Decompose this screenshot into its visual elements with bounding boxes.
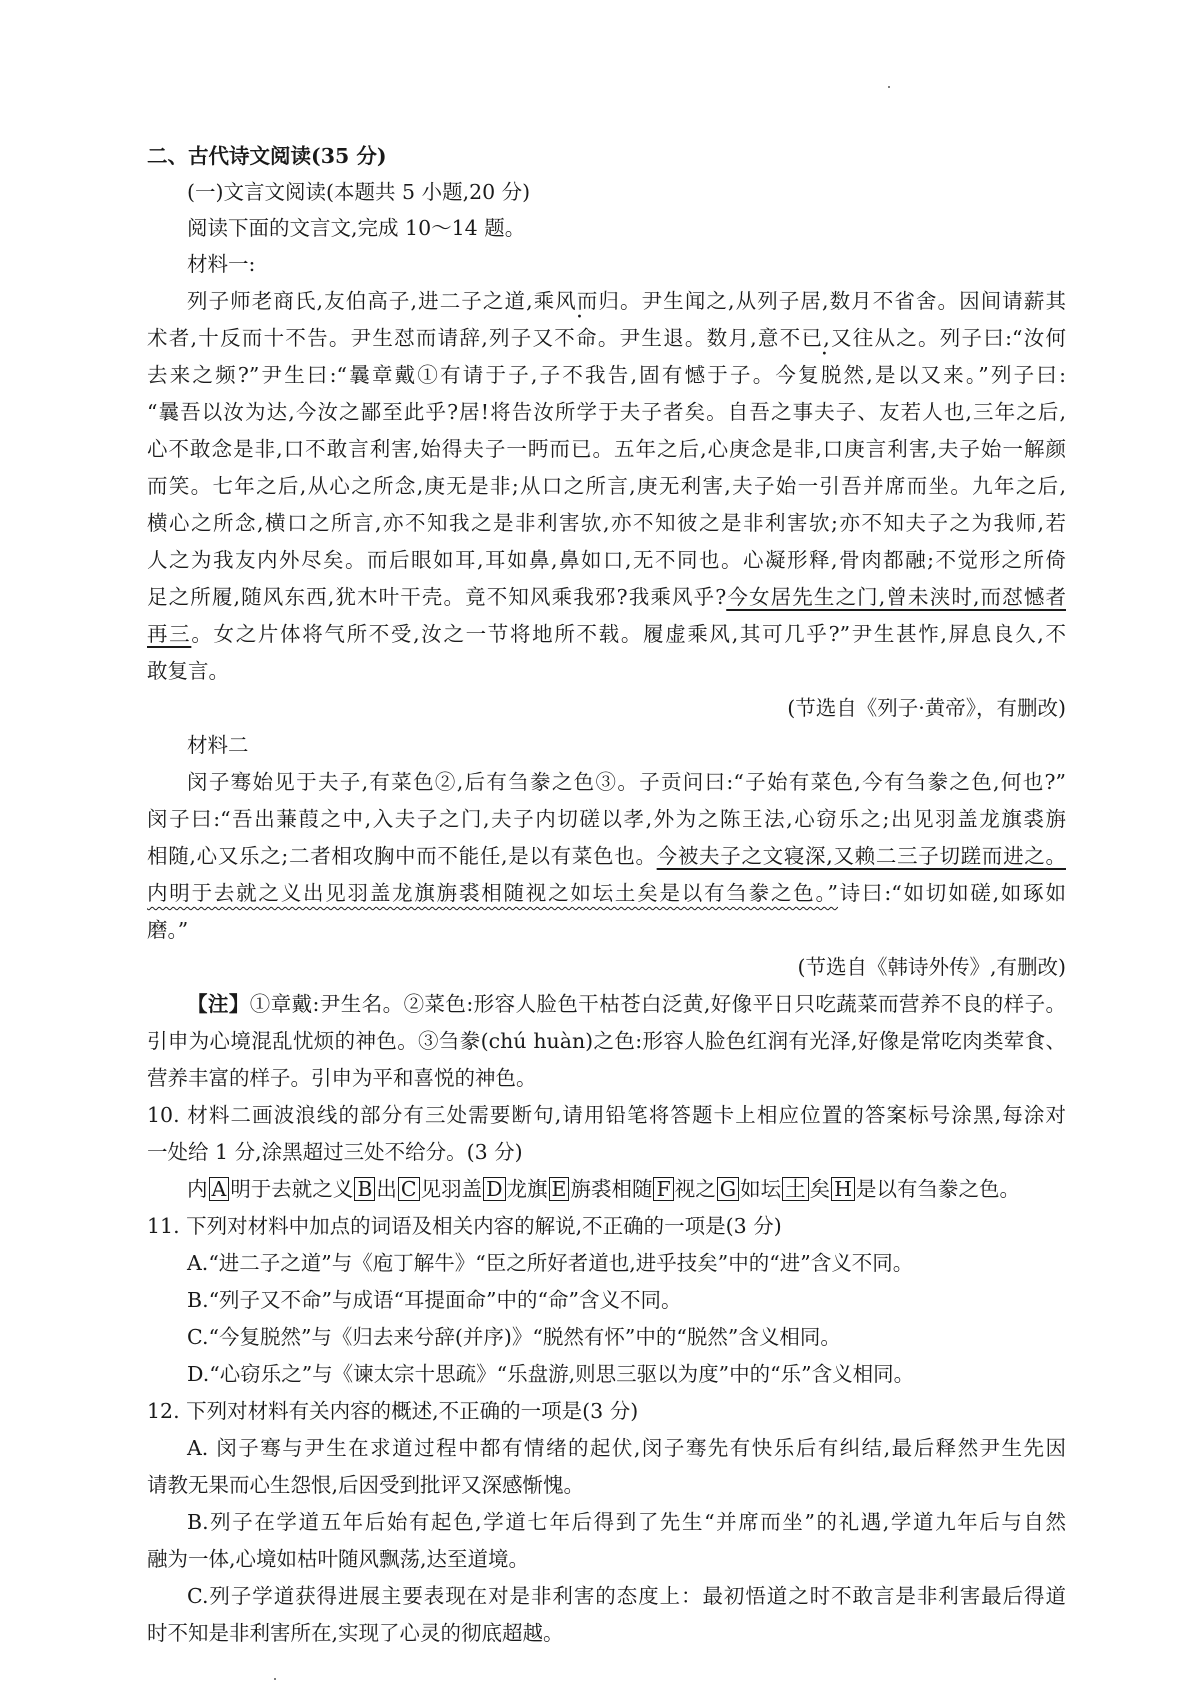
note-line: 【注】①章戴:尹生名。②菜色:形容人脸色干枯苍白泛黄,好像平日只吃蔬菜而营养不良的样子。 bbox=[187, 992, 1067, 1016]
material1-line: 再三。女之片体将气所不受,汝之一节将地所不载。履虚乘风,其可几乎?”尹生甚怍,屏息良久,不 bbox=[147, 622, 1066, 646]
q12-option-a-cont[interactable]: 请教无果而心生怨恨,后因受到批评又深感惭愧。 bbox=[147, 1473, 585, 1497]
material1-line: 而笑。七年之后,从心之所念,庚无是非;从口之所言,庚无利害,夫子始一引吾并席而坐。九年之后, bbox=[147, 474, 1066, 498]
q11-option-d[interactable]: D.“心窃乐之”与《谏太宗十思疏》“乐盘游,则思三驱以为度”中的“乐”含义相同。 bbox=[187, 1362, 915, 1386]
material2-line: 相随,心又乐之;二者相攻胸中而不能任,是以有菜色也。今被夫子之文寝深,又赖二三子切蹉而进之。 bbox=[147, 844, 1066, 868]
material1-line: 术者,十反而十不告。尹生怼而请辞,列子又不命。尹生退。数月,意不已,又往从之。列子曰:“汝何 bbox=[147, 326, 1066, 350]
material2-line: 磨。” bbox=[147, 918, 189, 942]
scan-dot bbox=[888, 86, 890, 88]
answer-box-h[interactable]: H bbox=[831, 1177, 855, 1201]
material1-source: (节选自《列子·黄帝》，有删改) bbox=[787, 696, 1066, 720]
material2-line: 闵子曰:“吾出蒹葭之中,入夫子之门,夫子内切磋以孝,外为之陈王法,心窃乐之;出见羽盖龙旗裘旃 bbox=[147, 807, 1066, 831]
subsection-title: (一)文言文阅读(本题共 5 小题,20 分) bbox=[187, 180, 531, 204]
note-line: 引申为心境混乱忧烦的神色。③刍豢(chú huàn)之色:形容人脸色红润有光泽,好像是常吃肉类荤食、 bbox=[147, 1029, 1066, 1053]
material2-source: (节选自《韩诗外传》,有删改) bbox=[797, 955, 1066, 979]
q10-stem: 10. 材料二画波浪线的部分有三处需要断句,请用铅笔将答题卡上相应位置的答案标号涂黑,每涂对 bbox=[147, 1103, 1066, 1127]
q12-option-b-cont[interactable]: 融为一体,心境如枯叶随风飘荡,达至道境。 bbox=[147, 1547, 530, 1571]
q12-option-c-cont[interactable]: 时不知是非利害所在,实现了心灵的彻底超越。 bbox=[147, 1621, 564, 1645]
material1-line: 心不敢念是非,口不敢言利害,始得夫子一眄而已。五年之后,心庚念是非,口庚言利害,夫子始一解颜 bbox=[147, 437, 1066, 461]
answer-box-d[interactable]: D bbox=[483, 1177, 505, 1201]
section-heading: 二、古代诗文阅读(35 分) bbox=[147, 144, 387, 168]
q12-option-c[interactable]: C.列子学道获得进展主要表现在对是非利害的态度上：最初悟道之时不敢言是非利害最后得道 bbox=[187, 1584, 1066, 1608]
q10-sentence: 内 A 明于去就之义 B 出 C 见羽盖 D 龙旗 E 旃裘相随 F 视之 G 如坛 土 矣 H 是以有刍豢之色。 bbox=[187, 1177, 1020, 1201]
material1-line: 足之所履,随风东西,犹木叶干壳。竟不知风乘我邪?我乘风乎?今女居先生之门,曾未浃时,而怼憾者 bbox=[147, 585, 1066, 609]
answer-box-c[interactable]: C bbox=[398, 1177, 420, 1201]
q10-stem: 一处给 1 分,涂黑超过三处不给分。(3 分) bbox=[147, 1140, 523, 1164]
material1-line: 横心之所念,横口之所言,亦不知我之是非利害欤,亦不知彼之是非利害欤;亦不知夫子之为我师,若 bbox=[147, 511, 1066, 535]
q12-option-b[interactable]: B.列子在学道五年后始有起色,学道七年后得到了先生“并席而坐”的礼遇,学道九年后与自然 bbox=[187, 1510, 1066, 1534]
q11-stem: 11. 下列对材料中加点的词语及相关内容的解说,不正确的一项是(3 分) bbox=[147, 1214, 782, 1238]
q11-option-b[interactable]: B.“列子又不命”与成语“耳提面命”中的“命”含义不同。 bbox=[187, 1288, 682, 1312]
boxed-character: 土 bbox=[782, 1177, 809, 1201]
q12-option-a[interactable]: A. 闵子骞与尹生在求道过程中都有情绪的起伏,闵子骞先有快乐后有纠结,最后释然尹生先因 bbox=[187, 1436, 1066, 1460]
material1-label: 材料一: bbox=[187, 252, 256, 276]
material1-line: 人之为我友内外尽矣。而后眼如耳,耳如鼻,鼻如口,无不同也。心凝形释,骨肉都融;不觉形之所倚 bbox=[147, 548, 1066, 572]
answer-box-a[interactable]: A bbox=[209, 1177, 230, 1201]
material1-line: 去来之频?”尹生曰:“曩章戴①有请于子,子不我告,固有憾于子。今复脱然,是以又来。”列子曰: bbox=[147, 363, 1067, 387]
material2-line: 闵子骞始见于夫子,有菜色②,后有刍豢之色③。子贡问曰:“子始有菜色,今有刍豢之色,何也?” bbox=[187, 770, 1066, 794]
instruction: 阅读下面的文言文,完成 10～14 题。 bbox=[187, 216, 526, 240]
material1-line: 列子师老商氏,友伯高子,进二子之道,乘风而归。尹生闻之,从列子居,数月不省舍。因间请薪其 bbox=[187, 289, 1066, 313]
q11-option-a[interactable]: A.“进二子之道”与《庖丁解牛》“臣之所好者道也,进乎技矣”中的“进”含义不同。 bbox=[187, 1251, 914, 1275]
q11-option-c[interactable]: C.“今复脱然”与《归去来兮辞(并序)》“脱然有怀”中的“脱然”含义相同。 bbox=[187, 1325, 841, 1349]
material2-label: 材料二 bbox=[187, 733, 249, 757]
material2-line: 内明于去就之义出见羽盖龙旗旃裘相随视之如坛土矣是以有刍豢之色。”诗曰:“如切如磋,如琢如 bbox=[147, 881, 1066, 905]
material1-line: “曩吾以汝为达,今汝之鄙至此乎?居!将告汝所学于夫子者矣。自吾之事夫子、友若人也,三年之后, bbox=[147, 400, 1066, 424]
answer-box-b[interactable]: B bbox=[354, 1177, 375, 1201]
note-line: 营养丰富的样子。引申为平和喜悦的神色。 bbox=[147, 1066, 537, 1090]
answer-box-f[interactable]: F bbox=[653, 1177, 673, 1201]
scan-dot bbox=[274, 1678, 276, 1680]
answer-box-g[interactable]: G bbox=[717, 1177, 739, 1201]
answer-box-e[interactable]: E bbox=[549, 1177, 570, 1201]
material1-line: 敢复言。 bbox=[147, 659, 229, 683]
q12-stem: 12. 下列对材料有关内容的概述,不正确的一项是(3 分) bbox=[147, 1399, 639, 1423]
